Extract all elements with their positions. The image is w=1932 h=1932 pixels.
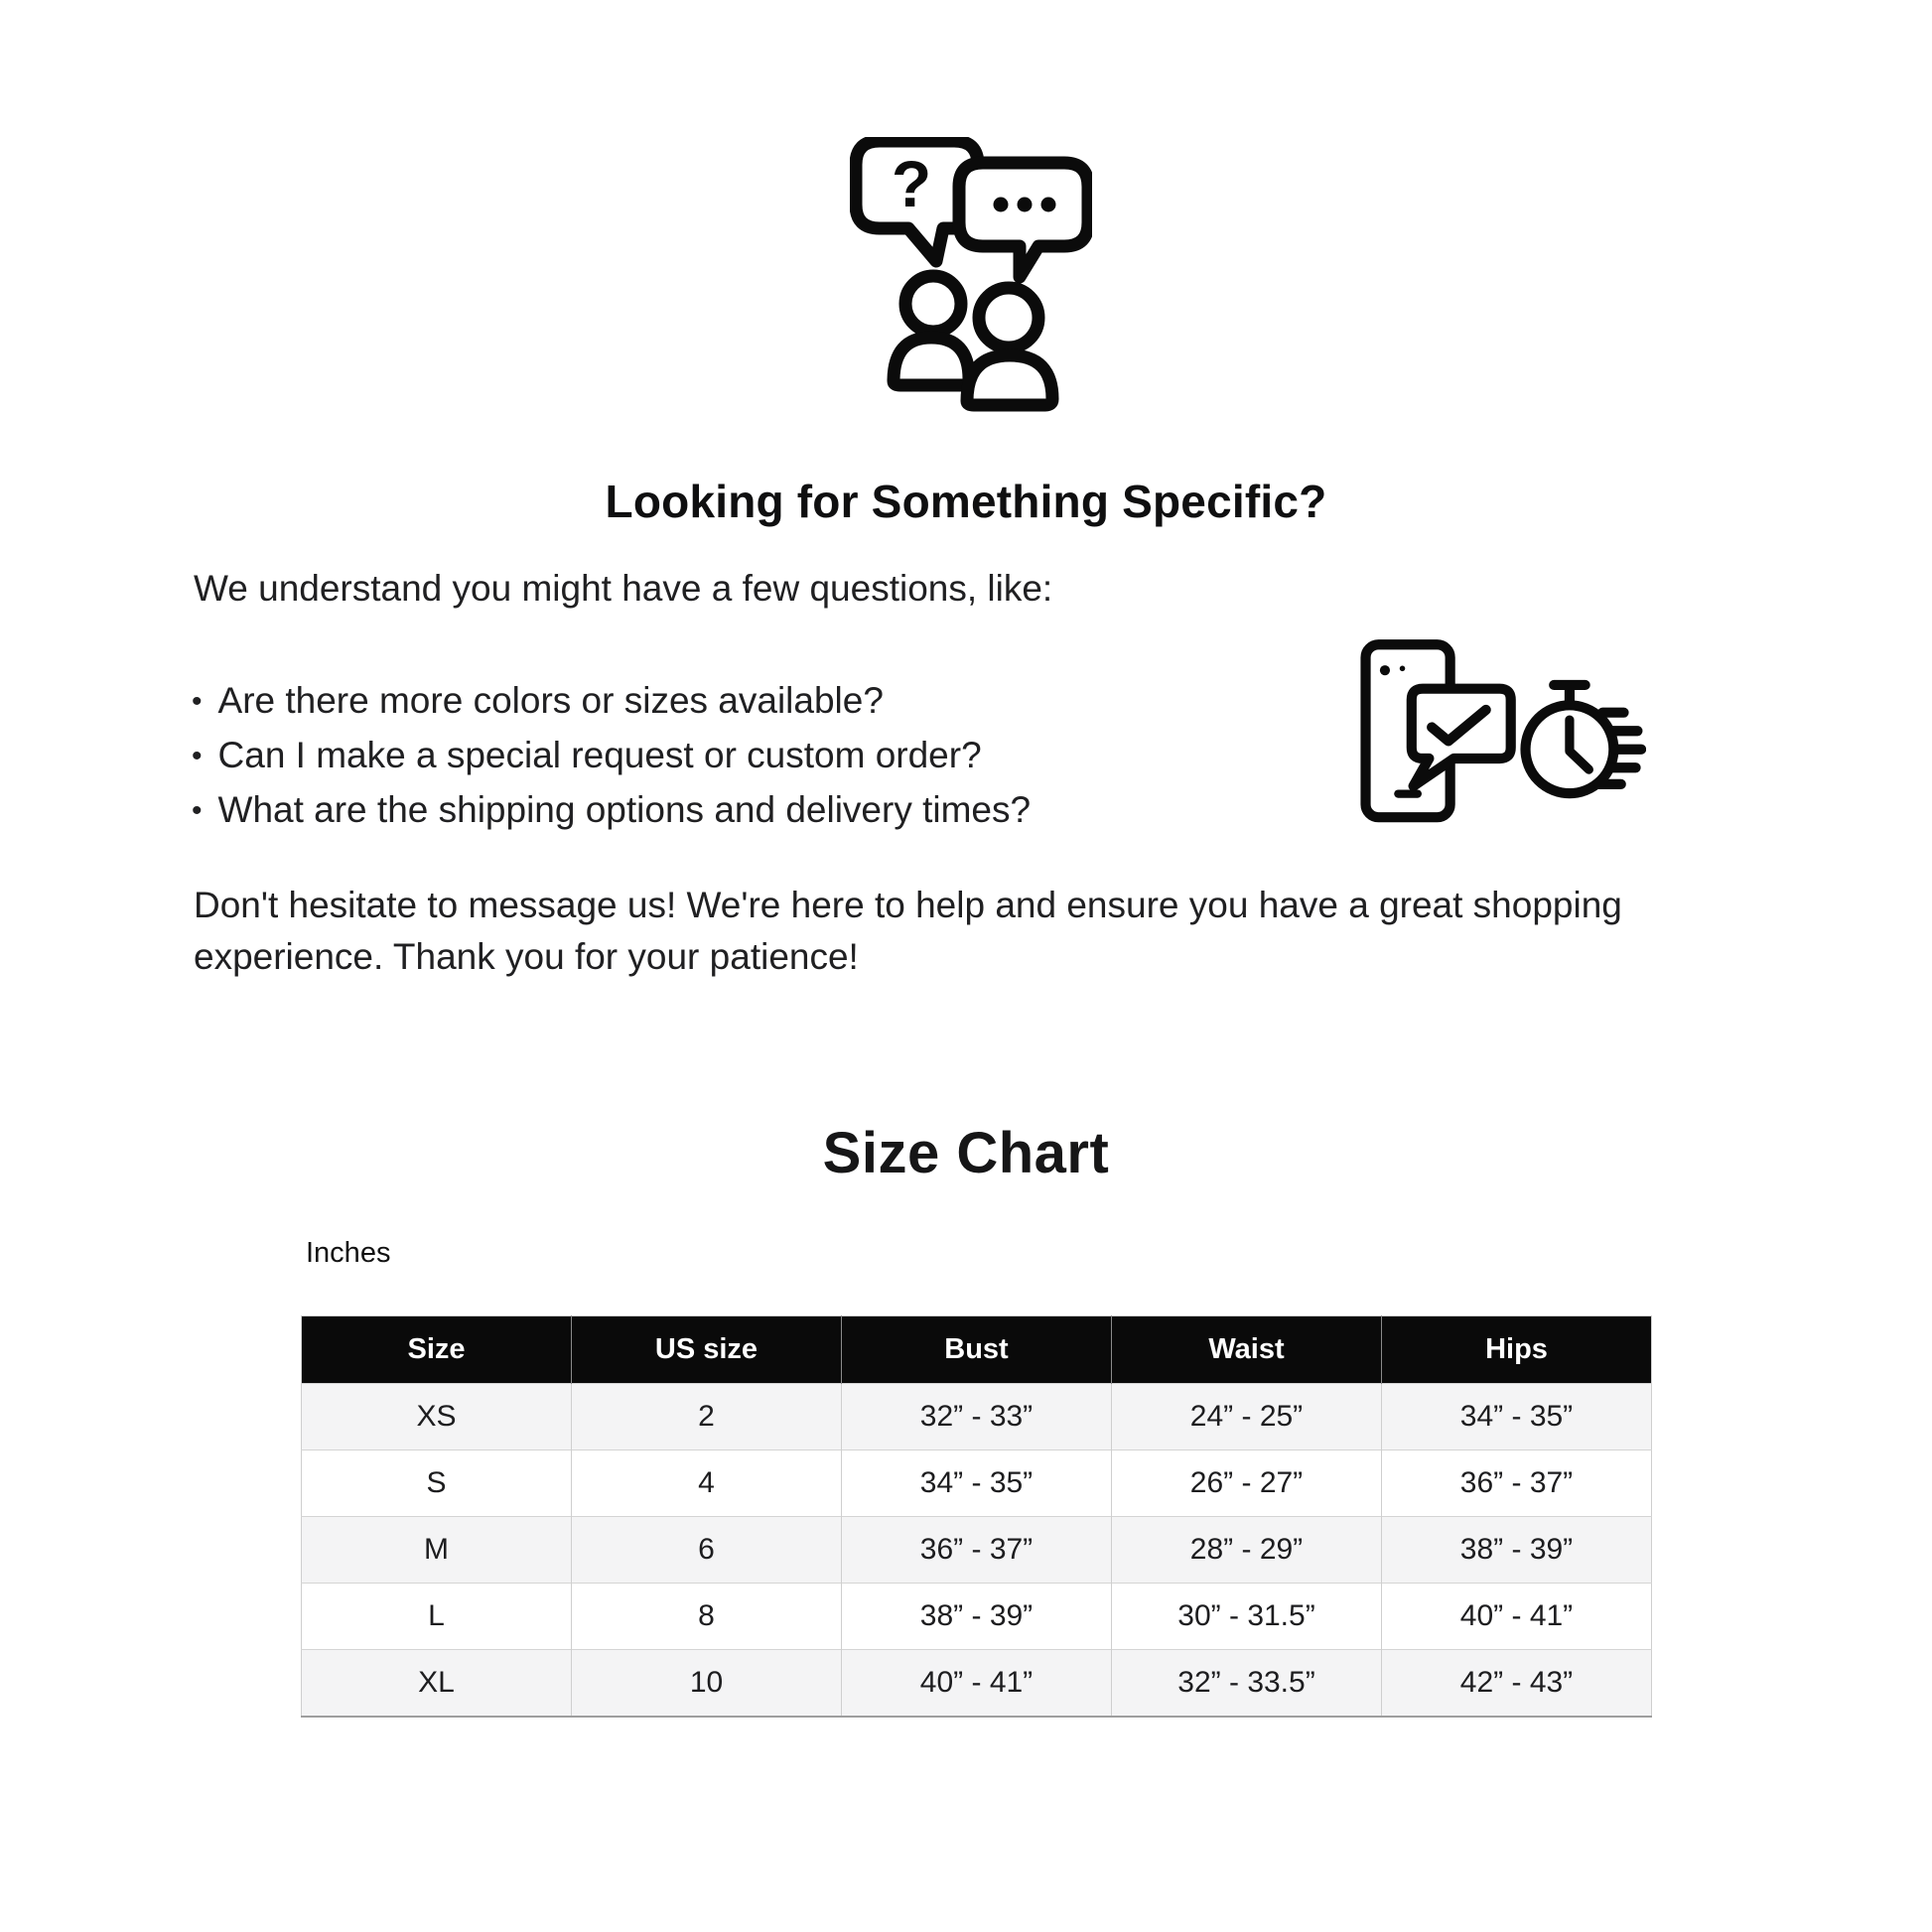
- size-chart-body: [302, 1384, 1652, 1718]
- faq-bullet-text: What are the shipping options and delivery times?: [217, 789, 1032, 830]
- table-row-l: [302, 1584, 1652, 1650]
- support-icon-svg: [1356, 635, 1646, 832]
- column-header-us-size: US size: [572, 1316, 842, 1384]
- outro-line: experience. Thank you for your patience!: [194, 936, 859, 977]
- table-cell: 40” - 41”: [1382, 1584, 1652, 1650]
- faq-bullet-text: Can I make a special request or custom order?: [217, 735, 982, 775]
- page-title: Looking for Something Specific?: [605, 476, 1327, 527]
- table-cell: 28” - 29”: [1112, 1517, 1382, 1584]
- table-cell: 8: [572, 1584, 842, 1650]
- faq-bullet-item: [192, 784, 1031, 839]
- table-cell: 38” - 39”: [1382, 1517, 1652, 1584]
- table-row-xs: [302, 1384, 1652, 1450]
- table-cell: 38” - 39”: [842, 1584, 1112, 1650]
- size-chart-table: [301, 1315, 1652, 1718]
- table-cell: 34” - 35”: [1382, 1384, 1652, 1450]
- table-cell: 6: [572, 1517, 842, 1584]
- size-chart-title: Size Chart: [822, 1121, 1110, 1185]
- column-header-waist: Waist: [1112, 1316, 1382, 1384]
- table-cell: 32” - 33.5”: [1112, 1650, 1382, 1718]
- table-row-m: [302, 1517, 1652, 1584]
- chat-icon-svg: [850, 137, 1092, 413]
- table-cell: 30” - 31.5”: [1112, 1584, 1382, 1650]
- table-cell: 42” - 43”: [1382, 1650, 1652, 1718]
- table-cell: M: [302, 1517, 572, 1584]
- bullet-marker: •: [192, 685, 203, 718]
- table-row-s: [302, 1450, 1652, 1517]
- bullet-marker: •: [192, 740, 203, 772]
- table-cell: 34” - 35”: [842, 1450, 1112, 1517]
- faq-bullet-item: [192, 675, 1031, 730]
- table-cell: 36” - 37”: [1382, 1450, 1652, 1517]
- table-cell: 24” - 25”: [1112, 1384, 1382, 1450]
- bullet-marker: •: [192, 794, 203, 827]
- table-cell: XL: [302, 1650, 572, 1718]
- table-cell: S: [302, 1450, 572, 1517]
- outro-paragraph: [194, 880, 1622, 983]
- size-chart-header: [302, 1316, 1652, 1384]
- table-row-xl: [302, 1650, 1652, 1718]
- table-cell: XS: [302, 1384, 572, 1450]
- unit-label: Inches: [306, 1237, 391, 1269]
- intro-lead-text: We understand you might have a few questions, like:: [194, 568, 1053, 609]
- table-cell: L: [302, 1584, 572, 1650]
- faq-bullet-text: Are there more colors or sizes available?: [217, 680, 884, 721]
- phone-message-fast-reply-icon: [1356, 635, 1646, 832]
- table-cell: 26” - 27”: [1112, 1450, 1382, 1517]
- column-header-size: Size: [302, 1316, 572, 1384]
- column-header-hips: Hips: [1382, 1316, 1652, 1384]
- faq-bullet-list: [192, 675, 1031, 839]
- chat-question-reply-people-icon: [850, 137, 1092, 413]
- table-cell: 32” - 33”: [842, 1384, 1112, 1450]
- table-cell: 40” - 41”: [842, 1650, 1112, 1718]
- table-cell: 36” - 37”: [842, 1517, 1112, 1584]
- outro-line: Don't hesitate to message us! We're here to help and ensure you have a great shopping: [194, 885, 1622, 925]
- header-row: [302, 1316, 1652, 1384]
- column-header-bust: Bust: [842, 1316, 1112, 1384]
- faq-bullet-item: [192, 730, 1031, 784]
- table-cell: 2: [572, 1384, 842, 1450]
- table-cell: 10: [572, 1650, 842, 1718]
- svg-text:?: ?: [891, 147, 932, 220]
- table-cell: 4: [572, 1450, 842, 1517]
